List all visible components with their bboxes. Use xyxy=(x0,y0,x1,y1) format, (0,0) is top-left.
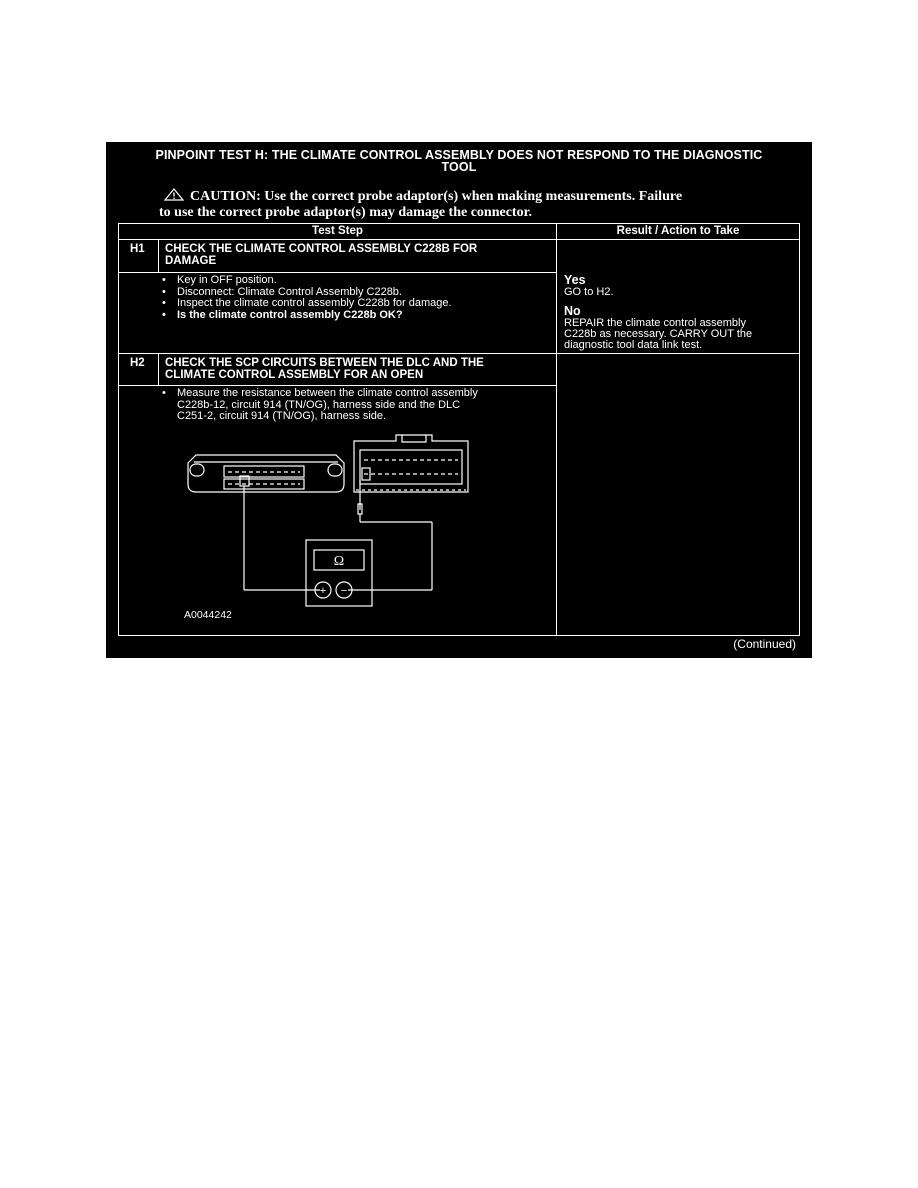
column-divider xyxy=(556,224,557,635)
step-h2-instructions xyxy=(159,388,551,423)
dlc-connector xyxy=(188,455,344,492)
step-id-h1: H1 xyxy=(130,243,145,255)
test-title: PINPOINT TEST H: THE CLIMATE CONTROL ASSEMBLY DOES NOT RESPOND TO THE DIAGNOSTIC TOOL xyxy=(155,148,763,174)
list-item: • Inspect the climate control assembly C228b for damage. xyxy=(159,298,549,310)
list-item: • Key in OFF position. xyxy=(159,275,549,287)
list-item: • Disconnect: Climate Control Assembly C228b. xyxy=(159,287,549,299)
step-title-h2: CHECK THE SCP CIRCUITS BETWEEN THE DLC AND THE CLIMATE CONTROL ASSEMBLY FOR AN OPEN xyxy=(165,357,484,381)
header-result-action: Result / Action to Take xyxy=(616,225,740,237)
result-h1: Yes GO to H2. No REPAIR the climate control assembly C228b as necessary. CARRY OUT the diagnostic tool data link test. xyxy=(564,273,796,351)
step-title-h1: CHECK THE CLIMATE CONTROL ASSEMBLY C228B FOR DAMAGE xyxy=(165,243,478,267)
result-yes-text: GO to H2. xyxy=(564,286,614,298)
continued-label: (Continued) xyxy=(733,637,796,651)
result-no-label: No xyxy=(564,304,581,318)
list-item: • Is the climate control assembly C228b OK? xyxy=(159,310,549,322)
list-item: • Measure the resistance between the climate control assembly C228b-12, circuit 914 (TN/OG), harness side and the DLC C251-2, circuit 914 (TN/OG), harness side. xyxy=(159,388,551,423)
resistance-measurement-diagram xyxy=(166,432,546,622)
header-test-step: Test Step xyxy=(312,225,363,237)
caution-triangle-icon xyxy=(164,188,184,201)
caution-line-1: CAUTION: Use the correct probe adaptor(s) when making measurements. Failure xyxy=(190,189,683,204)
ohm-symbol: Ω xyxy=(333,554,345,569)
step-id-h2: H2 xyxy=(130,357,145,369)
pinpoint-test-panel xyxy=(106,142,812,658)
figure-label: A0044242 xyxy=(184,609,232,621)
caution-line-2: to use the correct probe adaptor(s) may damage the connector. xyxy=(159,205,533,220)
step-h1-instructions xyxy=(159,275,549,321)
minus-sign: − xyxy=(340,585,348,597)
header-divider xyxy=(118,239,799,240)
result-yes-label: Yes xyxy=(564,273,586,287)
c228b-connector xyxy=(354,435,468,492)
plus-sign: + xyxy=(319,585,327,597)
